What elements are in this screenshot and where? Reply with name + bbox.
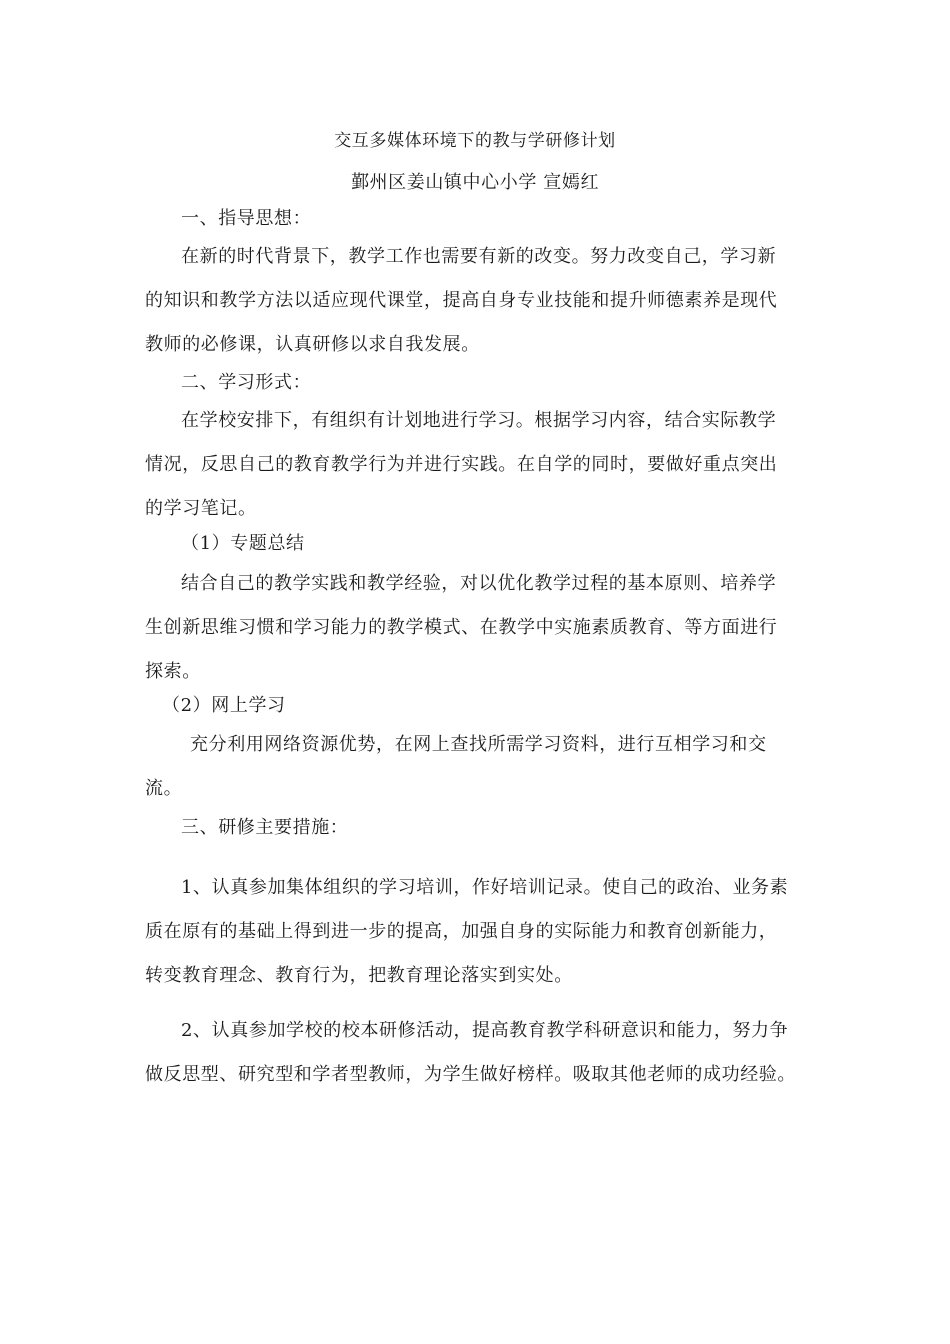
paragraph-line: 在新的时代背景下，教学工作也需要有新的改变。努力改变自己，学习新 xyxy=(181,246,777,267)
paragraph-line: 1、认真参加集体组织的学习培训，作好培训记录。使自己的政治、业务素 xyxy=(181,877,789,898)
section1-heading: 一、指导思想： xyxy=(181,208,312,229)
measure1-paragraph xyxy=(145,876,788,988)
section2-heading: 二、学习形式： xyxy=(181,372,312,393)
paragraph-line: 充分利用网络资源优势，在网上查找所需学习资料，进行互相学习和交 xyxy=(190,734,767,755)
section1-paragraph xyxy=(145,245,777,357)
paragraph-line: 的学习笔记。 xyxy=(145,498,257,519)
measure2-paragraph xyxy=(145,1019,796,1087)
subsection1-heading: （1）专题总结 xyxy=(181,533,305,554)
paragraph-line: 流。 xyxy=(145,778,183,799)
subsection1-paragraph xyxy=(145,572,777,684)
section3-heading: 三、研修主要措施： xyxy=(181,817,349,838)
paragraph-line: 教师的必修课，认真研修以求自我发展。 xyxy=(145,334,480,355)
paragraph-line: 情况，反思自己的教育教学行为并进行实践。在自学的同时，要做好重点突出 xyxy=(145,454,778,475)
section2-paragraph xyxy=(145,409,777,521)
paragraph-line: 质在原有的基础上得到进一步的提高，加强自身的实际能力和教育创新能力， xyxy=(145,921,778,942)
author-line: 鄞州区姜山镇中心小学 宣嫣红 xyxy=(350,172,600,193)
paragraph-line: 转变教育理念、教育行为，把教育理论落实到实处。 xyxy=(145,965,573,986)
paragraph-line: 结合自己的教学实践和教学经验，对以优化教学过程的基本原则、培养学 xyxy=(181,573,777,594)
paragraph-line: 2、认真参加学校的校本研修活动，提高教育教学科研意识和能力，努力争 xyxy=(181,1020,789,1041)
paragraph-line: 做反思型、研究型和学者型教师，为学生做好榜样。吸取其他老师的成功经验。 xyxy=(145,1064,796,1085)
paragraph-line: 生创新思维习惯和学习能力的教学模式、在教学中实施素质教育、等方面进行 xyxy=(145,617,778,638)
paragraph-line: 在学校安排下，有组织有计划地进行学习。根据学习内容，结合实际教学 xyxy=(181,410,777,431)
paragraph-line: 探索。 xyxy=(145,661,201,682)
paragraph-line: 的知识和教学方法以适应现代课堂，提高自身专业技能和提升师德素养是现代 xyxy=(145,290,778,311)
subsection2-paragraph xyxy=(145,733,767,801)
subsection2-heading: （2）网上学习 xyxy=(162,695,286,716)
document-title: 交互多媒体环境下的教与学研修计划 xyxy=(334,131,616,151)
